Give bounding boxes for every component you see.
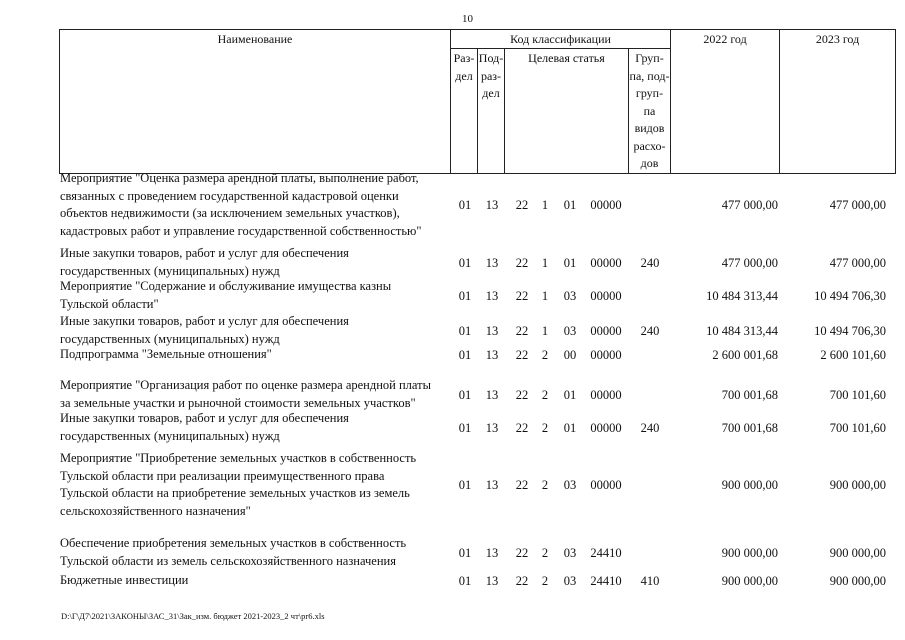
row-name: Обеспечение приобретения земельных участков в собственность Тульской области из земель сельскохозяйственного назначения <box>60 536 407 568</box>
row-name: Мероприятие "Организация работ по оценке размера арендной платы за земельные участки и рыночной стоимости земельных участков" <box>60 378 431 410</box>
cell-podrazdel: 13 <box>485 388 499 402</box>
cell-podrazdel: 13 <box>485 348 499 362</box>
cell-razdel: 01 <box>458 421 472 435</box>
header-naimenovanie: Наименование <box>60 30 451 174</box>
table-header <box>59 29 896 174</box>
cell-y2023: 10 494 706,30 <box>814 289 886 303</box>
cell-y2023: 700 101,60 <box>829 388 886 402</box>
cell-y2022: 10 484 313,44 <box>706 324 778 338</box>
header-year-2022: 2022 год <box>671 30 780 174</box>
cell-cs1: 22 <box>515 421 529 435</box>
header-podrazdel: Под- раз- дел <box>478 49 505 174</box>
cell-cs2: 1 <box>541 324 549 338</box>
cell-y2023: 477 000,00 <box>829 256 886 270</box>
cell-cs1: 22 <box>515 348 529 362</box>
cell-y2023: 10 494 706,30 <box>814 324 886 338</box>
cell-cs1: 22 <box>515 289 529 303</box>
cell-cs1: 22 <box>515 256 529 270</box>
cell-razdel: 01 <box>458 574 472 588</box>
cell-cs2: 2 <box>541 546 549 560</box>
cell-cs2: 1 <box>541 198 549 212</box>
row-name: Иные закупки товаров, работ и услуг для обеспечения государственных (муниципальных) нужд <box>60 246 349 278</box>
header-kod-klassifikacii: Код классификации <box>451 30 671 49</box>
cell-y2023: 900 000,00 <box>829 546 886 560</box>
cell-cs4: 00000 <box>590 388 622 402</box>
cell-podrazdel: 13 <box>485 289 499 303</box>
cell-y2022: 477 000,00 <box>721 198 778 212</box>
cell-cs4: 00000 <box>590 324 622 338</box>
cell-cs4: 24410 <box>590 574 622 588</box>
row-name: Мероприятие "Оценка размера арендной платы, выполнение работ, связанных с проведением государственной кадастровой оценки объектов недвижимости (за исключением земельных участков), кадастровых работ и управление государственной собственностью" <box>60 171 422 238</box>
page-number: 10 <box>462 13 473 25</box>
cell-y2023: 900 000,00 <box>829 478 886 492</box>
cell-y2022: 700 001,68 <box>721 421 778 435</box>
cell-cs1: 22 <box>515 574 529 588</box>
cell-cs2: 2 <box>541 421 549 435</box>
cell-y2022: 2 600 001,68 <box>712 348 778 362</box>
cell-cs3: 03 <box>563 574 577 588</box>
cell-cs2: 1 <box>541 289 549 303</box>
cell-cs4: 00000 <box>590 198 622 212</box>
cell-cs1: 22 <box>515 324 529 338</box>
cell-cs4: 00000 <box>590 478 622 492</box>
cell-cs3: 03 <box>563 289 577 303</box>
cell-cs3: 03 <box>563 324 577 338</box>
cell-y2022: 900 000,00 <box>721 478 778 492</box>
cell-podrazdel: 13 <box>485 574 499 588</box>
cell-razdel: 01 <box>458 324 472 338</box>
cell-cs4: 00000 <box>590 256 622 270</box>
cell-razdel: 01 <box>458 289 472 303</box>
cell-y2023: 477 000,00 <box>829 198 886 212</box>
cell-cs2: 1 <box>541 256 549 270</box>
cell-cs1: 22 <box>515 198 529 212</box>
cell-cs4: 00000 <box>590 289 622 303</box>
header-year-2023: 2023 год <box>780 30 896 174</box>
cell-cs3: 01 <box>563 388 577 402</box>
cell-razdel: 01 <box>458 348 472 362</box>
cell-cs1: 22 <box>515 478 529 492</box>
row-name: Иные закупки товаров, работ и услуг для обеспечения государственных (муниципальных) нужд <box>60 314 349 346</box>
cell-razdel: 01 <box>458 256 472 270</box>
cell-cs2: 2 <box>541 478 549 492</box>
cell-podrazdel: 13 <box>485 198 499 212</box>
footer-file-path: D:\Г\Д7\2021\ЗАКОНЫ\ЗАС_31\Зак_изм. бюджет 2021-2023_2 чт\pr6.xls <box>61 611 325 621</box>
row-name: Подпрограмма "Земельные отношения" <box>60 347 272 361</box>
row-name: Мероприятие "Содержание и обслуживание имущества казны Тульской области" <box>60 279 392 311</box>
cell-podrazdel: 13 <box>485 546 499 560</box>
cell-cs3: 03 <box>563 478 577 492</box>
cell-cs3: 01 <box>563 256 577 270</box>
row-name: Бюджетные инвестиции <box>60 573 189 587</box>
cell-razdel: 01 <box>458 388 472 402</box>
cell-gruppa: 240 <box>640 324 660 338</box>
cell-y2023: 2 600 101,60 <box>820 348 886 362</box>
header-razdel: Раз- дел <box>451 49 478 174</box>
cell-razdel: 01 <box>458 198 472 212</box>
cell-cs3: 01 <box>563 421 577 435</box>
cell-razdel: 01 <box>458 478 472 492</box>
cell-gruppa: 410 <box>640 574 660 588</box>
cell-cs2: 2 <box>541 574 549 588</box>
cell-cs2: 2 <box>541 348 549 362</box>
cell-cs2: 2 <box>541 388 549 402</box>
cell-razdel: 01 <box>458 546 472 560</box>
cell-y2022: 900 000,00 <box>721 546 778 560</box>
cell-y2023: 700 101,60 <box>829 421 886 435</box>
cell-cs3: 03 <box>563 546 577 560</box>
cell-podrazdel: 13 <box>485 256 499 270</box>
header-celevaya-statya: Целевая статья <box>505 49 629 174</box>
cell-y2022: 900 000,00 <box>721 574 778 588</box>
cell-podrazdel: 13 <box>485 421 499 435</box>
cell-y2022: 477 000,00 <box>721 256 778 270</box>
cell-cs4: 24410 <box>590 546 622 560</box>
cell-cs1: 22 <box>515 388 529 402</box>
cell-podrazdel: 13 <box>485 324 499 338</box>
cell-y2022: 10 484 313,44 <box>706 289 778 303</box>
row-name: Иные закупки товаров, работ и услуг для обеспечения государственных (муниципальных) нужд <box>60 411 349 443</box>
cell-cs3: 01 <box>563 198 577 212</box>
cell-y2023: 900 000,00 <box>829 574 886 588</box>
cell-gruppa: 240 <box>640 256 660 270</box>
cell-cs3: 00 <box>563 348 577 362</box>
cell-cs1: 22 <box>515 546 529 560</box>
cell-podrazdel: 13 <box>485 478 499 492</box>
header-gruppa: Груп- па, под- груп- па видов расхо- дов <box>629 49 671 174</box>
cell-cs4: 00000 <box>590 421 622 435</box>
cell-y2022: 700 001,68 <box>721 388 778 402</box>
cell-gruppa: 240 <box>640 421 660 435</box>
row-name: Мероприятие "Приобретение земельных участков в собственность Тульской области при реализации преимущественного права Тульской области на приобретение земельных участков из земель сельскохозяйственного назначения" <box>60 451 417 518</box>
cell-cs4: 00000 <box>590 348 622 362</box>
